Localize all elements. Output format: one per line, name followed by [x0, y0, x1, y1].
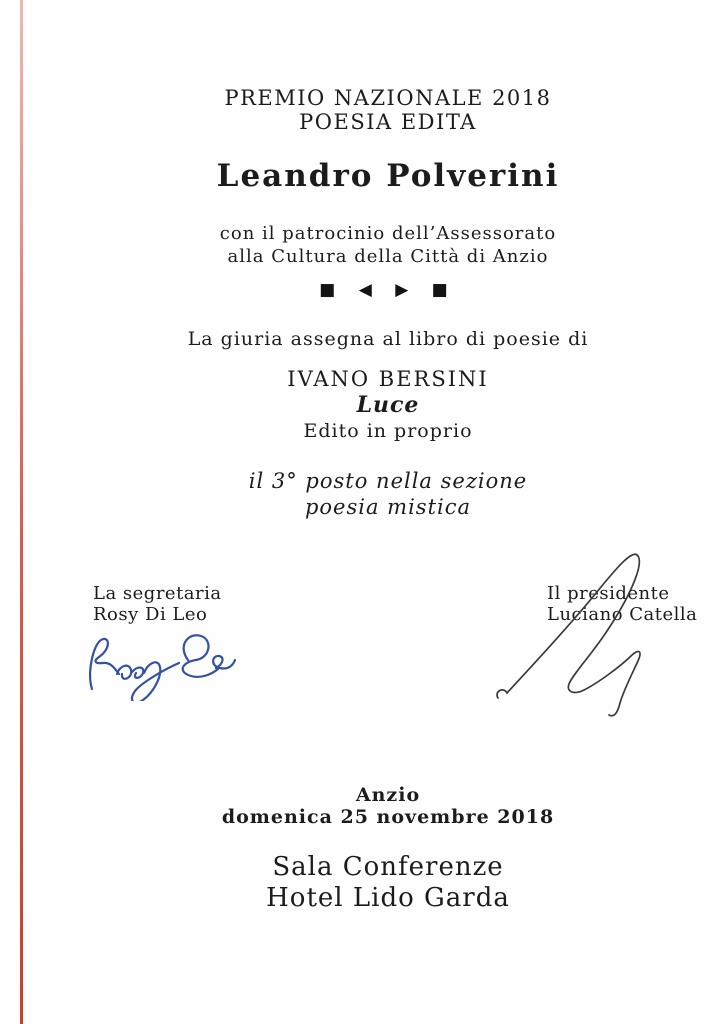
president-name: Luciano Catella — [547, 604, 698, 625]
venue-line-1: Sala Conferenze — [272, 852, 504, 882]
book-block — [52, 366, 724, 444]
patronage-line-1: con il patrocinio dell’Assessorato — [219, 223, 557, 244]
header-line-1: PREMIO NAZIONALE 2018 — [224, 86, 552, 110]
scan-edge-line — [20, 0, 23, 1024]
header-line-2: POESIA EDITA — [299, 110, 477, 134]
book-title: Luce — [356, 392, 420, 418]
award-line-1: il 3° posto nella sezione — [248, 469, 528, 493]
patronage-block — [52, 222, 724, 268]
prize-name: Leandro Polverini — [216, 158, 560, 194]
president-role: Il presidente — [547, 583, 670, 604]
secretary-signature — [84, 629, 240, 701]
footer-city: Anzio — [355, 784, 421, 806]
award-line-2: poesia mistica — [304, 495, 472, 519]
secretary-signature-block — [93, 583, 222, 625]
footer-place-date — [52, 784, 724, 828]
award-block — [52, 468, 724, 520]
jury-line: La giuria assegna al libro di poesie di — [187, 328, 589, 350]
secretary-role: La segretaria — [93, 583, 222, 604]
venue-line-2: Hotel Lido Garda — [266, 883, 510, 913]
president-signature — [492, 545, 670, 717]
footer-date: domenica 25 novembre 2018 — [221, 806, 555, 828]
certificate-header — [52, 86, 724, 134]
certificate-content — [52, 0, 724, 1024]
book-edition: Edito in proprio — [303, 420, 473, 442]
secretary-name: Rosy Di Leo — [93, 604, 208, 625]
venue-block — [52, 852, 724, 914]
patronage-line-2: alla Cultura della Città di Anzio — [227, 246, 549, 267]
divider-symbols-icon: ■ ◀ ▶ ■ — [319, 280, 457, 300]
book-author: IVANO BERSINI — [287, 367, 489, 391]
